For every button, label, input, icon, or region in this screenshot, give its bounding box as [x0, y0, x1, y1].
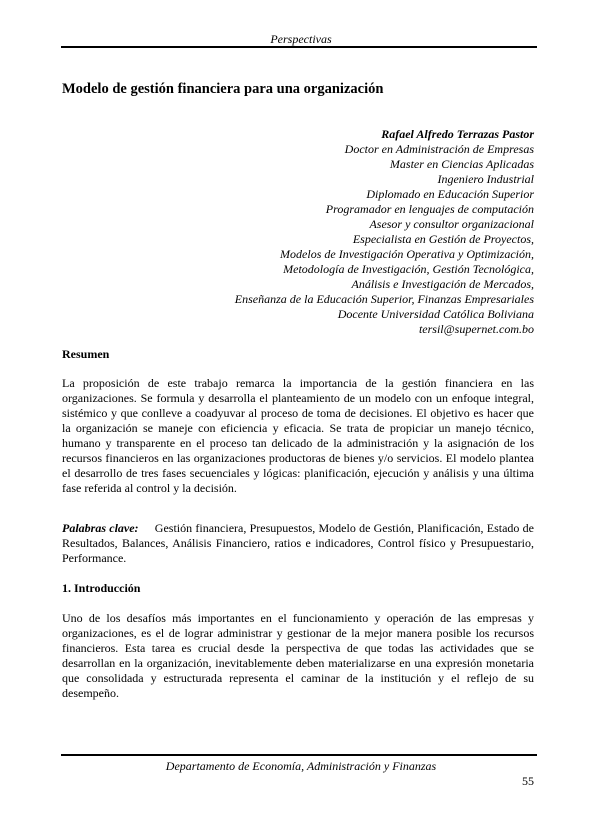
header-divider: [61, 46, 537, 48]
running-footer: Departamento de Economía, Administración y Finanzas: [165, 759, 437, 773]
author-email: tersil@supernet.com.bo: [418, 322, 534, 336]
author-credential: Diplomado en Educación Superior: [366, 187, 534, 201]
footer-divider: [61, 754, 537, 756]
abstract-heading: Resumen: [62, 347, 110, 361]
author-name: Rafael Alfredo Terrazas Pastor: [381, 127, 534, 141]
author-credential: Doctor en Administración de Empresas: [344, 142, 534, 156]
running-header: Perspectivas: [270, 32, 332, 46]
article-title: Modelo de gestión financiera para una organización: [62, 81, 384, 97]
author-credential: Master en Ciencias Aplicadas: [389, 157, 534, 171]
author-credential: Programador en lenguajes de computación: [325, 202, 534, 216]
author-credential: Metodología de Investigación, Gestión Tecnológica,: [283, 262, 534, 276]
keywords-label: Palabras clave:: [62, 521, 139, 535]
author-block: [235, 127, 534, 337]
author-credential: Enseñanza de la Educación Superior, Finanzas Empresariales: [234, 292, 534, 306]
author-credential: Análisis e Investigación de Mercados,: [351, 277, 534, 291]
abstract-text: La proposición de este trabajo remarca la importancia de la gestión financiera en las organizaciones. Se formula y desarrolla el planteamiento de un modelo con un enfoque integral, sistémico y que conlleve a coadyuvar al proceso de toma de decisiones. El objetivo es hacer que la organización se maneje con eficiencia y eficacia. Se trata de propiciar un manejo técnico, humano y transparente en el proceso tan delicado de la administración y la asignación de los recursos financieros en las organizaciones productoras de bienes y/o servicios. El modelo plantea el desarrollo de tres fases secuenciales y lógicas: planificación, ejecución y análisis y una última fase referida al control y la decisión.: [62, 376, 534, 495]
author-credential: Ingeniero Industrial: [437, 172, 534, 186]
keywords-paragraph: [62, 521, 534, 566]
author-credential: Especialista en Gestión de Proyectos,: [352, 232, 534, 246]
author-credential: Docente Universidad Católica Boliviana: [337, 307, 534, 321]
author-credential: Modelos de Investigación Operativa y Optimización,: [280, 247, 534, 261]
keywords-text: Gestión financiera, Presupuestos, Modelo de Gestión, Planificación, Estado de Resultados, Balances, Análisis Financiero, ratios e indicadores, Control físico y Presupuestario, Performance.: [62, 521, 535, 565]
introduction-heading: 1. Introducción: [62, 581, 141, 595]
introduction-text: Uno de los desafíos más importantes en el funcionamiento y operación de las empresas y organizaciones, es el de lograr administrar y gestionar de la mejor manera posible los recursos financieros. Esta tarea es crucial desde la perspectiva de que todas las actividades que se desarrollan en la organización, inevitablemente deben materializarse en una expresión monetaria que consolidada y estructurada representa el caminar de la institución y el reflejo de su desempeño.: [62, 611, 534, 700]
page-number: 55: [522, 774, 534, 788]
author-credential: Asesor y consultor organizacional: [369, 217, 534, 231]
